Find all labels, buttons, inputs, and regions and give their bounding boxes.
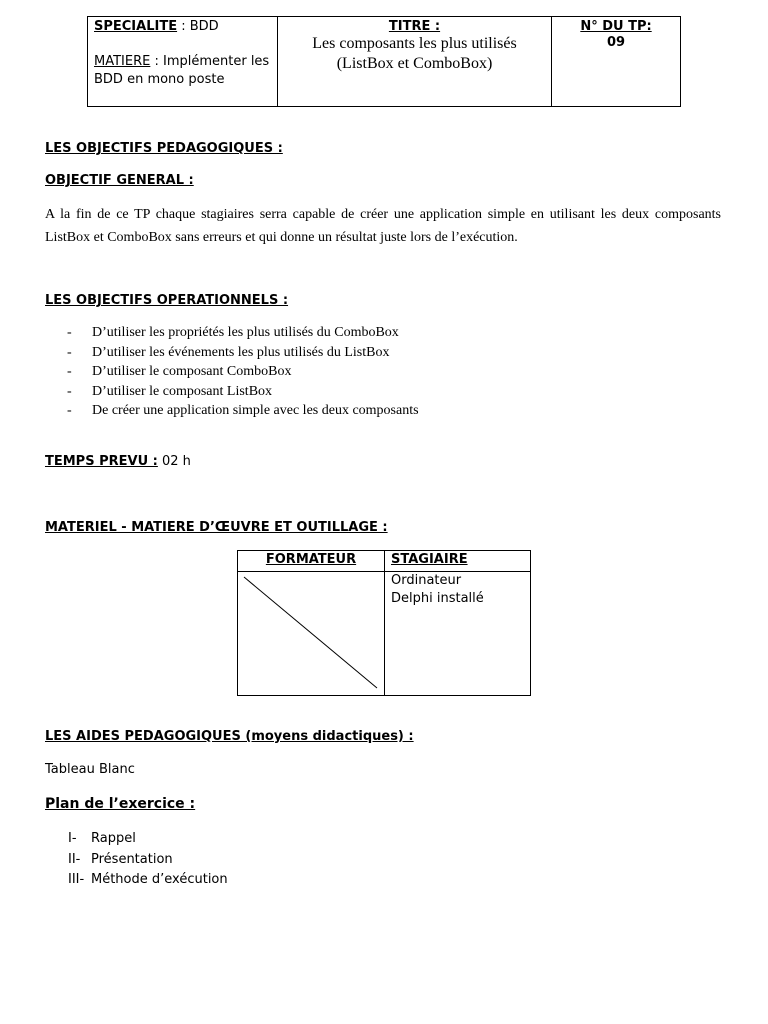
objectifs-operationnels-heading: LES OBJECTIFS OPERATIONNELS : <box>45 293 289 308</box>
objectif-general-heading: OBJECTIF GENERAL : <box>45 173 194 188</box>
list-item-text: D’utiliser le composant ListBox <box>92 383 273 399</box>
aides-value: Tableau Blanc <box>45 762 135 777</box>
specialite-label: SPECIALITE <box>94 19 178 34</box>
plan-heading: Plan de l’exercice : <box>45 796 196 812</box>
objectifs-operationnels-list <box>67 323 419 421</box>
plan-item-label: Méthode d’exécution <box>91 872 228 887</box>
plan-item <box>68 829 228 850</box>
list-item-text: D’utiliser les événements les plus utilisés du ListBox <box>92 344 390 360</box>
plan-item <box>68 870 228 891</box>
stagiaire-items <box>391 572 484 608</box>
col-stagiaire: STAGIAIRE <box>391 552 468 567</box>
stagiaire-item: Delphi installé <box>391 591 484 606</box>
matiere-label: MATIERE <box>94 54 151 69</box>
titre-line-1: Les composants les plus utilisés <box>312 35 517 52</box>
temps-prevu-line <box>45 454 191 469</box>
plan-item-number: I- <box>68 831 77 846</box>
materiel-table <box>237 550 531 696</box>
specialite-line <box>94 19 219 34</box>
objectifs-pedagogiques-heading: LES OBJECTIFS PEDAGOGIQUES : <box>45 141 283 156</box>
list-item-text: De créer une application simple avec les deux composants <box>92 403 419 419</box>
objectif-general-text: A la fin de ce TP chaque stagiaires serra capable de créer une application simple en utilisant les deux composants ListBox et ComboBox sans erreurs et qui donne un résultat juste lors de l’exécution. <box>45 207 721 245</box>
titre-label: TITRE : <box>388 19 441 34</box>
matiere-value-2: BDD en mono poste <box>94 72 225 87</box>
aides-heading: LES AIDES PEDAGOGIQUES (moyens didactiques) : <box>45 729 414 744</box>
header-cell-specialite <box>88 17 278 106</box>
bullet-dash: - <box>67 383 72 399</box>
list-item-text: D’utiliser le composant ComboBox <box>92 364 292 380</box>
list-item <box>67 382 419 402</box>
plan-item-number: II- <box>68 851 81 867</box>
matiere-line <box>94 54 269 69</box>
temps-prevu-label: TEMPS PREVU : <box>45 454 158 469</box>
header-cell-titre <box>278 17 552 106</box>
col-formateur: FORMATEUR <box>265 552 357 567</box>
list-item <box>67 343 419 363</box>
list-item <box>67 401 419 421</box>
plan-item-label: Rappel <box>91 831 136 846</box>
specialite-value: : BDD <box>177 19 219 34</box>
matiere-value-1: : Implémenter les <box>150 54 270 69</box>
column-divider <box>384 551 385 695</box>
bullet-dash: - <box>67 403 72 419</box>
header-cell-tp <box>552 17 680 106</box>
plan-item-label: Présentation <box>91 851 173 867</box>
bullet-dash: - <box>67 364 72 380</box>
titre-line-2: (ListBox et ComboBox) <box>336 55 493 72</box>
header-table <box>87 16 681 107</box>
materiel-heading: MATERIEL - MATIERE D’ŒUVRE ET OUTILLAGE : <box>45 520 388 535</box>
plan-list <box>68 829 228 891</box>
temps-prevu-value: 02 h <box>157 454 191 469</box>
bullet-dash: - <box>67 325 72 340</box>
list-item <box>67 362 419 382</box>
stagiaire-item: Ordinateur <box>391 573 462 588</box>
empty-cell-diagonal <box>238 572 384 695</box>
plan-item-number: III- <box>68 872 85 887</box>
tp-value: 09 <box>606 35 626 50</box>
plan-item <box>68 850 228 871</box>
list-item-text: D’utiliser les propriétés les plus utilisés du ComboBox <box>92 325 399 340</box>
tp-label: N° DU TP: <box>580 19 652 34</box>
bullet-dash: - <box>67 344 72 360</box>
list-item <box>67 323 419 343</box>
